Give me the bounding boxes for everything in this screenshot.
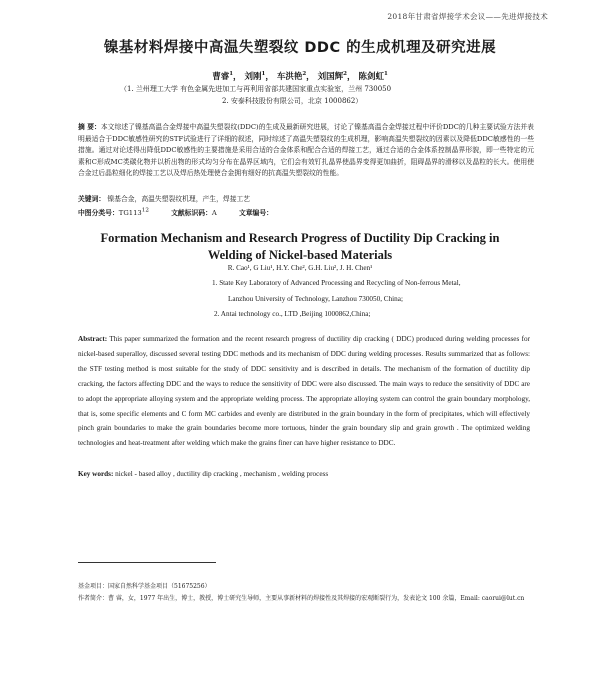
author-affiliation-mark: 1	[383, 71, 388, 78]
chinese-affiliation-2: 2. 安泰科技股份有限公司，北京 1000862）	[222, 97, 363, 105]
fund-footnote: 基金项目：国家自然科学基金项目（51675256）	[78, 583, 211, 590]
author-name: 陈剑虹	[358, 72, 384, 82]
chinese-keywords-text: 镍基合金，高温失塑裂纹机理，产生，焊接工艺	[107, 195, 251, 203]
english-affiliation-1-cont: Lanzhou University of Technology, Lanzhou 730050, China;	[228, 295, 403, 303]
chinese-keywords-label: 关键词：	[78, 195, 106, 203]
author-name: 刘国辉	[317, 72, 344, 82]
chinese-authors: 曹睿$^1$， 刘刚$^1$， 车洪艳$^2$， 刘国辉$^2$， 陈剑虹$^1$	[212, 71, 388, 82]
chinese-abstract-text: 本文综述了镍基高温合金焊接中高温失塑裂纹(DDC)的生成及最新研究进展，讨论了镍基高温合金焊接过程中评价DDC的几种主要试验方法并表明最适合于DDC敏感性研究的STF试验进行了详细的叙述，同时综述了高温失塑裂纹的生成机理，影响高温失塑裂纹的因素以及降低DDC敏感性的一些措施。通过对论述得出降低DDC敏感性的主要措施是采用合适的合金体系和配合合适的焊接工艺，通过合适的合金体系控制晶界形貌，即一些特定的元素和C形成MC类碳化物并以析出物的形式均匀分布在晶界区域内，它们会有效钉扎晶界使晶界变得更加曲折，阻碍晶界的滑移以及晶粒的长大。使用使合金过后晶粒细化的焊接工艺以及焊后热处理使合金拥有细好的抗高温失塑裂纹的性能。	[78, 123, 534, 177]
document-code-label: 文献标识码：	[171, 209, 212, 217]
english-affiliation-1: 1. State Key Laboratory of Advanced Processing and Recycling of Non-ferrous Metal,	[212, 279, 461, 287]
author-name: 刘刚	[244, 72, 262, 82]
english-affiliation-2: 2. Antai technology co., LTD ,Beijing 1000862,China;	[214, 310, 371, 318]
author-affiliation-mark: 2	[302, 71, 307, 78]
english-abstract	[78, 332, 530, 451]
english-title-line-2: Welding of Nickel-based Materials	[207, 248, 393, 262]
english-abstract-text: This paper summarized the formation and the recent research progress of ductility dip cracking ( DDC) produced during welding processes for nickel-based superalloy, discussed several testing DDC methods and its mechanism of DDC during welding processes. Results summarized that as follows: the STF testing method is most suitable for the study of DDC sensitivity and is described in details. The mechanism of the formation of ductility dip cracking, the factors affecting DDC and the ways to reduce the sensitivity of DDC were also discussed. The main ways to reduce the sensitivity of DDC are to adopt the appropriate alloying system and the appropriate welding process. The appropriate alloying system can control the grain boundary morphology, that is, some specific elements and C form MC carbides and evenly are distributed in the grain boundary in the form of precipitates, which will effectively pinch grain boundaries to make the grain boundaries become more tortuous, hinder the grain boundary slip and grain growth . The optimized welding technologies and heat-treatment after welding which make the grains finer can have higher resistance to DDC.	[78, 335, 530, 448]
author-bio-footnote: 作者简介：曹 睿，女，1977 年出生，博士，教授，博士研究生导师，主要从事新材料的焊接性及其焊接的宏观断裂行为，发表论文 100 余篇，Email: caorui@lut.cn	[78, 595, 525, 602]
running-header: 2018年甘肃省焊接学术会议——先进焊接技术	[387, 12, 548, 21]
footnote-divider	[78, 562, 216, 563]
english-title	[0, 230, 600, 264]
english-authors: R. Cao¹, G Liu¹, H.Y. Che², G.H. Liu², J. H. Chen¹	[227, 264, 373, 272]
english-abstract-label: Abstract:	[78, 335, 108, 343]
author-name: 曹睿	[212, 72, 230, 82]
english-keywords	[78, 470, 328, 478]
classification-sup: 12	[141, 207, 149, 214]
author-affiliation-mark: 2	[343, 71, 347, 78]
chinese-title: 镍基材料焊接中高温失塑裂纹 DDC 的生成机理及研究进展	[103, 40, 497, 56]
chinese-abstract	[78, 122, 534, 180]
classification-label: 中图分类号：	[78, 209, 119, 217]
author-affiliation-mark: 1	[229, 71, 234, 78]
chinese-affiliation-1: （1. 兰州理工大学 有色金属先进加工与再利用省部共建国家重点实验室，兰州 730050	[120, 85, 392, 93]
english-keywords-label: Key words:	[78, 470, 114, 478]
author-affiliation-mark: 1	[261, 71, 266, 78]
author-name: 车洪艳	[276, 72, 303, 82]
article-number-label: 文章编号：	[238, 209, 273, 217]
document-code: A	[211, 209, 217, 217]
classification-line	[78, 207, 273, 217]
english-keywords-text: nickel - based alloy , ductility dip cracking , mechanism , welding process	[113, 470, 329, 478]
chinese-keywords	[78, 193, 250, 203]
chinese-abstract-label: 摘 要：	[78, 123, 101, 131]
classification-number: TG113	[118, 209, 142, 217]
english-title-line-1: Formation Mechanism and Research Progress of Ductility Dip Cracking in	[100, 231, 500, 245]
